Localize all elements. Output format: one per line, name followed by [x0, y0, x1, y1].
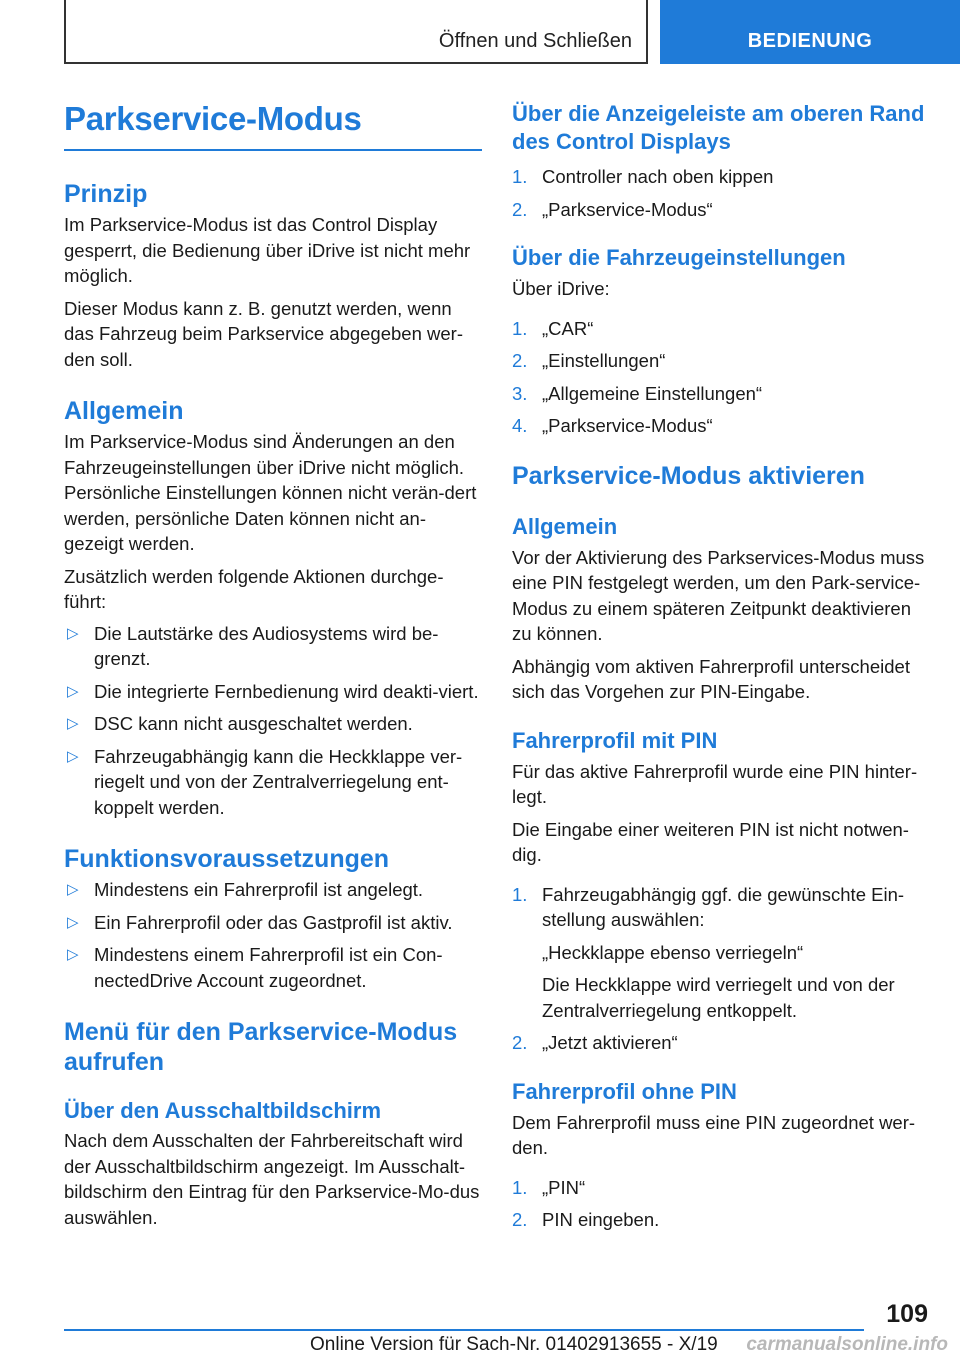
list-item: ▷ Mindestens ein Fahrerprofil ist angelegt. — [64, 877, 482, 903]
step-number: 3. — [512, 382, 528, 404]
list-item: 1. Controller nach oben kippen — [512, 164, 930, 190]
list-item: ▷ DSC kann nicht ausgeschaltet werden. — [64, 711, 482, 737]
step-number: 1. — [512, 166, 528, 187]
header-section-title: Öffnen und Schließen — [438, 30, 632, 52]
heading-funktionsvoraussetzungen: Funktionsvoraussetzungen — [64, 845, 390, 874]
ohne-pin-paragraph: Dem Fahrerprofil muss eine PIN zugeordnet wer‐den. — [512, 1111, 916, 1158]
list-item: 4. „Parkservice-Modus“ — [512, 413, 930, 439]
header-section-box — [64, 0, 648, 64]
prinzip-paragraph-2: Dieser Modus kann z. B. genutzt werden, wenn das Fahrzeug beim Parkservice abgegeben wer‐den soll. — [64, 297, 463, 370]
mit-pin-steps-list — [512, 882, 930, 1056]
step-number: 1. — [512, 317, 528, 339]
header-chapter-tab — [660, 0, 960, 64]
list-item: ▷ Fahrzeugabhängig kann die Heckklappe ver‐riegelt und von der Zentralverriegelung ent‐koppelt werden. — [67, 745, 463, 818]
page-title: Parkservice-Modus — [64, 98, 482, 151]
list-item: ▷ Die Lautstärke des Audiosystems wird be‐grenzt. — [67, 622, 439, 670]
list-item: 1. „PIN“ — [512, 1175, 930, 1201]
triangle-bullet-icon: ▷ — [67, 946, 79, 964]
left-column — [64, 98, 482, 1230]
list-item: 2. „Parkservice-Modus“ — [512, 197, 930, 223]
triangle-bullet-icon: ▷ — [67, 881, 79, 899]
funktion-bullet-list — [64, 877, 482, 993]
allgemein-bullet-list — [64, 621, 482, 821]
allgemein-paragraph-2: Zusätzlich werden folgende Aktionen durchge‐führt: — [64, 565, 444, 613]
triangle-bullet-icon: ▷ — [67, 913, 79, 931]
heading-mit-pin: Fahrerprofil mit PIN — [512, 727, 718, 753]
header-chapter-label: BEDIENUNG — [747, 30, 873, 52]
step-number: 4. — [512, 415, 528, 436]
step-number: 2. — [512, 1032, 528, 1053]
fahrzeug-intro: Über iDrive: — [512, 278, 610, 299]
step-option-description: Die Heckklappe wird verriegelt und von der Zentralverriegelung entkoppelt. — [542, 974, 895, 1021]
aktivieren-paragraph-1: Vor der Aktivierung des Parkservices-Modus muss eine PIN festgelegt werden, um den Park‐service-Modus zu einem späteren Zeitpunkt deaktivieren zu können. — [512, 546, 925, 644]
fahrzeug-steps-list — [512, 316, 930, 439]
step-number: 2. — [512, 1209, 528, 1230]
heading-prinzip: Prinzip — [64, 180, 148, 209]
list-item: ▷ Mindestens einem Fahrerprofil ist ein Con‐nectedDrive Account zugeordnet. — [67, 944, 443, 991]
step-number: 1. — [512, 1176, 528, 1198]
page-number: 109 — [886, 1300, 928, 1328]
list-item: ▷ Ein Fahrerprofil oder das Gastprofil ist aktiv. — [64, 910, 482, 936]
list-item: ▷ Die integrierte Fernbedienung wird deakti‐viert. — [64, 679, 482, 705]
list-item: 1. Fahrzeugabhängig ggf. die gewünschte Ein‐stellung auswählen: „Heckklappe ebenso verriegeln“ Die Heckklappe wird verriegelt und von der Zentralverriegelung entkoppelt. — [512, 882, 930, 1024]
anzeige-steps-list — [512, 164, 930, 222]
mit-pin-paragraph-2: Die Eingabe einer weiteren PIN ist nicht notwen‐dig. — [512, 818, 909, 865]
heading-menu-aufrufen: Menü für den Parkservice-Modus aufrufen — [64, 1018, 458, 1077]
right-column — [512, 100, 930, 1233]
heading-aktivieren: Parkservice-Modus aktivieren — [512, 461, 865, 490]
triangle-bullet-icon: ▷ — [67, 715, 79, 733]
allgemein-paragraph-1: Im Parkservice-Modus sind Änderungen an den Fahrzeugeinstellungen über iDrive nicht möglich. Persönliche Einstellungen können nicht verän‐dert werden, persönliche Daten können nicht an‐gezeigt werden. — [64, 431, 477, 555]
step-number: 2. — [512, 350, 528, 371]
aktivieren-paragraph-2: Abhängig vom aktiven Fahrerprofil unterscheidet sich das Vorgehen zur PIN-Eingabe. — [512, 655, 910, 702]
mit-pin-paragraph-1: Für das aktive Fahrerprofil wurde eine PIN hinter‐legt. — [512, 760, 918, 807]
list-item: 3. „Allgemeine Einstellungen“ — [512, 381, 930, 407]
heading-ohne-pin: Fahrerprofil ohne PIN — [512, 1078, 737, 1104]
step-option: „Heckklappe ebenso verriegeln“ — [542, 941, 804, 963]
heading-ausschaltbildschirm: Über den Ausschaltbildschirm — [64, 1098, 382, 1124]
ausschaltbildschirm-paragraph: Nach dem Ausschalten der Fahrbereitschaft wird der Ausschaltbildschirm angezeigt. Im Ausschalt‐bildschirm den Eintrag für den Parkservice-Mo‐dus auswählen. — [64, 1130, 480, 1228]
step-number: 1. — [512, 883, 528, 905]
list-item: 2. PIN eingeben. — [512, 1207, 930, 1233]
footer-rule — [64, 1329, 864, 1331]
triangle-bullet-icon: ▷ — [67, 682, 79, 700]
footer-version-text: Online Version für Sach-Nr. 01402913655 - X/19 — [310, 1334, 718, 1355]
heading-anzeigeleiste: Über die Anzeigeleiste am oberen Rand des Control Displays — [512, 101, 925, 154]
watermark-logo: carmanualsonline.info — [746, 1334, 948, 1355]
step-number: 2. — [512, 198, 528, 220]
triangle-bullet-icon: ▷ — [67, 624, 79, 642]
ohne-pin-steps-list — [512, 1175, 930, 1233]
list-item: 2. „Jetzt aktivieren“ — [512, 1030, 930, 1056]
heading-fahrzeugeinstellungen: Über die Fahrzeugeinstellungen — [512, 245, 846, 270]
triangle-bullet-icon: ▷ — [67, 747, 79, 765]
list-item: 1. „CAR“ — [512, 316, 930, 342]
heading-allgemein: Allgemein — [64, 397, 184, 426]
heading-aktivieren-allgemein: Allgemein — [512, 513, 618, 539]
prinzip-paragraph-1: Im Parkservice-Modus ist das Control Display gesperrt, die Bedienung über iDrive ist nicht mehr möglich. — [64, 214, 471, 287]
list-item: 2. „Einstellungen“ — [512, 348, 930, 374]
